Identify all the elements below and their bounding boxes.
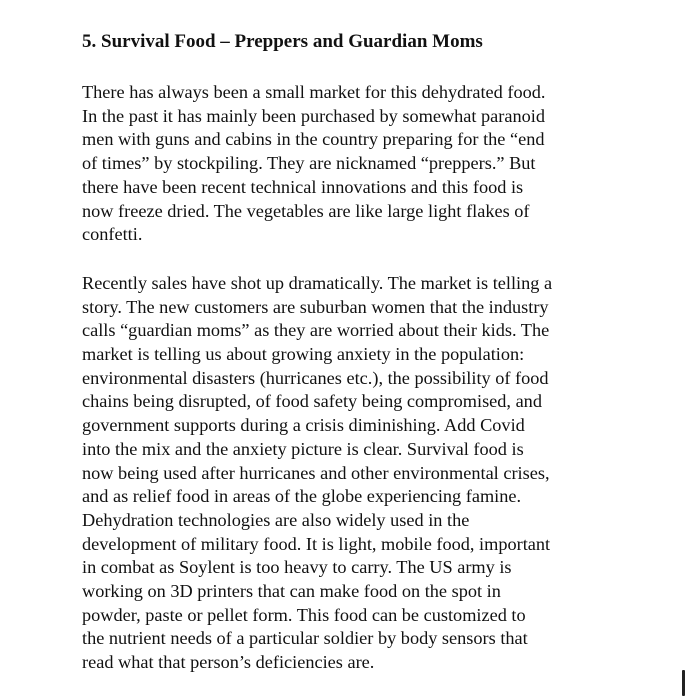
text-line: chains being disrupted, of food safety being compromised, and: [82, 391, 542, 412]
section-heading: 5. Survival Food – Preppers and Guardian Moms: [82, 31, 483, 52]
text-line: confetti.: [82, 224, 143, 245]
text-line: government supports during a crisis diminishing. Add Covid: [82, 415, 525, 436]
text-line: development of military food. It is light, mobile food, important: [82, 533, 551, 554]
text-line: the nutrient needs of a particular soldier by body sensors that: [82, 628, 528, 649]
paragraph-guardian-moms: [82, 272, 632, 675]
text-line: Recently sales have shot up dramatically. The market is telling a: [82, 272, 553, 293]
text-line: environmental disasters (hurricanes etc.), the possibility of food: [82, 367, 549, 388]
text-line: into the mix and the anxiety picture is clear. Survival food is: [82, 438, 524, 459]
text-line: powder, paste or pellet form. This food can be customized to: [82, 604, 526, 625]
text-line: in combat as Soylent is too heavy to carry. The US army is: [82, 557, 512, 578]
vertical-scrollbar[interactable]: [682, 670, 685, 696]
text-line: There has always been a small market for this dehydrated food.: [82, 82, 546, 102]
text-line: now being used after hurricanes and other environmental crises,: [82, 462, 550, 483]
text-line: story. The new customers are suburban women that the industry: [82, 296, 549, 317]
text-line: calls “guardian moms” as they are worried about their kids. The: [82, 320, 550, 341]
text-line: read what that person’s deficiencies are.: [82, 652, 375, 673]
text-line: In the past it has mainly been purchased by somewhat paranoid: [82, 105, 545, 126]
text-line: and as relief food in areas of the globe experiencing famine.: [82, 486, 522, 507]
text-line: of times” by stockpiling. They are nicknamed “preppers.” But: [82, 153, 536, 174]
text-line: now freeze dried. The vegetables are like large light flakes of: [82, 200, 530, 221]
text-line: Dehydration technologies are also widely used in the: [82, 509, 470, 530]
document-page: [82, 30, 632, 675]
text-line: working on 3D printers that can make food on the spot in: [82, 581, 501, 602]
paragraph-preppers: [82, 81, 632, 247]
text-line: market is telling us about growing anxiety in the population:: [82, 344, 525, 365]
text-line: men with guns and cabins in the country preparing for the “end: [82, 129, 545, 150]
text-line: there have been recent technical innovations and this food is: [82, 176, 524, 197]
